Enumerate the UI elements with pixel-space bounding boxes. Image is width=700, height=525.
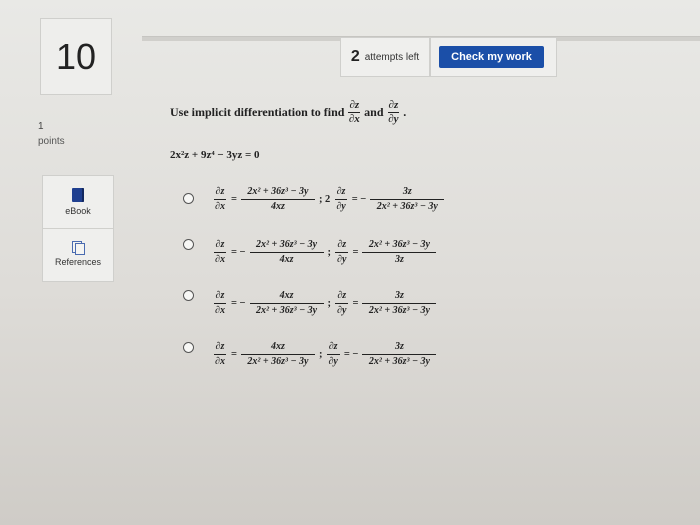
attempts-indicator: [340, 37, 430, 77]
points-label: points: [38, 136, 65, 147]
check-work-container: [430, 37, 557, 77]
frac-den: 2x² + 36z³ − 3y: [256, 304, 318, 316]
option-b-dzdy: [335, 238, 348, 267]
points-value: 1: [38, 121, 44, 132]
equals-sign: =: [352, 297, 359, 309]
option-a[interactable]: [213, 179, 444, 219]
option-b-radio[interactable]: [183, 239, 194, 250]
frac-num: 3z: [370, 185, 444, 200]
equals-sign: = −: [343, 348, 359, 360]
frac-den: 2x² + 36z³ − 3y: [247, 355, 309, 367]
frac-den: 4xz: [279, 253, 294, 265]
prompt-dzdx: [348, 99, 360, 126]
ebook-button[interactable]: [43, 176, 113, 229]
frac-num: 2x² + 36z³ − 3y: [362, 238, 436, 253]
frac-num: 4xz: [250, 289, 324, 304]
frac-num: 2x² + 36z³ − 3y: [241, 185, 315, 200]
separator: ; 2: [318, 193, 331, 205]
frac-den: ∂y: [328, 355, 338, 367]
option-a-radio[interactable]: [183, 193, 194, 204]
references-icon: [72, 241, 84, 253]
frac-num: 3z: [362, 340, 436, 355]
separator: ;: [327, 246, 332, 258]
equals-sign: =: [352, 246, 359, 258]
option-b-rhs1: [250, 238, 324, 267]
frac-num: ∂z: [214, 289, 227, 304]
option-d-dzdx: [213, 340, 227, 369]
frac-num: 2x² + 36z³ − 3y: [250, 238, 324, 253]
frac-num: ∂z: [335, 185, 348, 200]
prompt-dzdy-num: ∂z: [388, 98, 399, 111]
frac-den: ∂y: [337, 253, 347, 265]
ebook-label: eBook: [65, 206, 91, 216]
prompt-text: Use implicit differentiation to find: [170, 104, 345, 119]
separator: ;: [318, 348, 323, 360]
attempts-label: attempts left: [364, 51, 420, 63]
frac-den: ∂y: [336, 200, 346, 212]
side-tools-panel: [42, 175, 114, 282]
option-d[interactable]: [213, 334, 436, 374]
option-c-rhs2: [362, 289, 436, 318]
frac-num: 4xz: [241, 340, 315, 355]
frac-den: 2x² + 36z³ − 3y: [368, 304, 430, 316]
option-a-rhs1: [241, 185, 315, 214]
option-b[interactable]: [213, 232, 436, 272]
option-a-rhs2: [370, 185, 444, 214]
separator: ;: [327, 297, 332, 309]
frac-num: ∂z: [214, 185, 227, 200]
frac-den: ∂x: [215, 355, 225, 367]
frac-num: ∂z: [335, 238, 348, 253]
question-number: 10: [40, 18, 112, 95]
prompt-dzdx-den: ∂x: [348, 112, 360, 125]
option-c-radio[interactable]: [183, 290, 194, 301]
option-d-dzdy: [326, 340, 339, 369]
equals-sign: = −: [230, 246, 246, 258]
option-c-dzdx: [213, 289, 227, 318]
frac-den: 4xz: [270, 200, 285, 212]
option-b-rhs2: [362, 238, 436, 267]
prompt-period: .: [403, 104, 407, 119]
book-icon: [72, 188, 84, 202]
option-c-rhs1: [250, 289, 324, 318]
frac-den: ∂x: [215, 304, 225, 316]
frac-den: 3z: [394, 253, 404, 265]
frac-num: ∂z: [335, 289, 348, 304]
option-d-radio[interactable]: [183, 342, 194, 353]
frac-den: ∂x: [215, 253, 225, 265]
equals-sign: = −: [351, 193, 367, 205]
equals-sign: =: [230, 348, 237, 360]
prompt-dzdx-num: ∂z: [349, 98, 360, 111]
prompt-dzdy-den: ∂y: [388, 112, 399, 125]
frac-den: ∂x: [215, 200, 225, 212]
prompt-and: and: [364, 104, 384, 119]
frac-num: ∂z: [327, 340, 340, 355]
frac-den: 2x² + 36z³ − 3y: [376, 200, 438, 212]
frac-num: ∂z: [214, 238, 227, 253]
references-label: References: [54, 257, 102, 267]
option-a-dzdy: [334, 185, 347, 214]
frac-den: 2x² + 36z³ − 3y: [368, 355, 430, 367]
option-a-dzdx: [213, 185, 227, 214]
option-d-rhs1: [241, 340, 315, 369]
attempts-count: 2: [350, 48, 360, 65]
option-c[interactable]: [213, 283, 436, 323]
frac-num: ∂z: [214, 340, 227, 355]
prompt-dzdy: [388, 99, 400, 126]
equals-sign: =: [230, 193, 237, 205]
question-prompt: [170, 92, 406, 132]
option-c-dzdy: [335, 289, 348, 318]
equals-sign: = −: [230, 297, 246, 309]
given-equation: 2x²z + 9z⁴ − 3yz = 0: [170, 149, 260, 161]
frac-num: 3z: [362, 289, 436, 304]
check-my-work-button[interactable]: Check my work: [439, 46, 544, 68]
references-button[interactable]: [43, 228, 113, 280]
option-d-rhs2: [362, 340, 436, 369]
option-b-dzdx: [213, 238, 227, 267]
frac-den: ∂y: [337, 304, 347, 316]
